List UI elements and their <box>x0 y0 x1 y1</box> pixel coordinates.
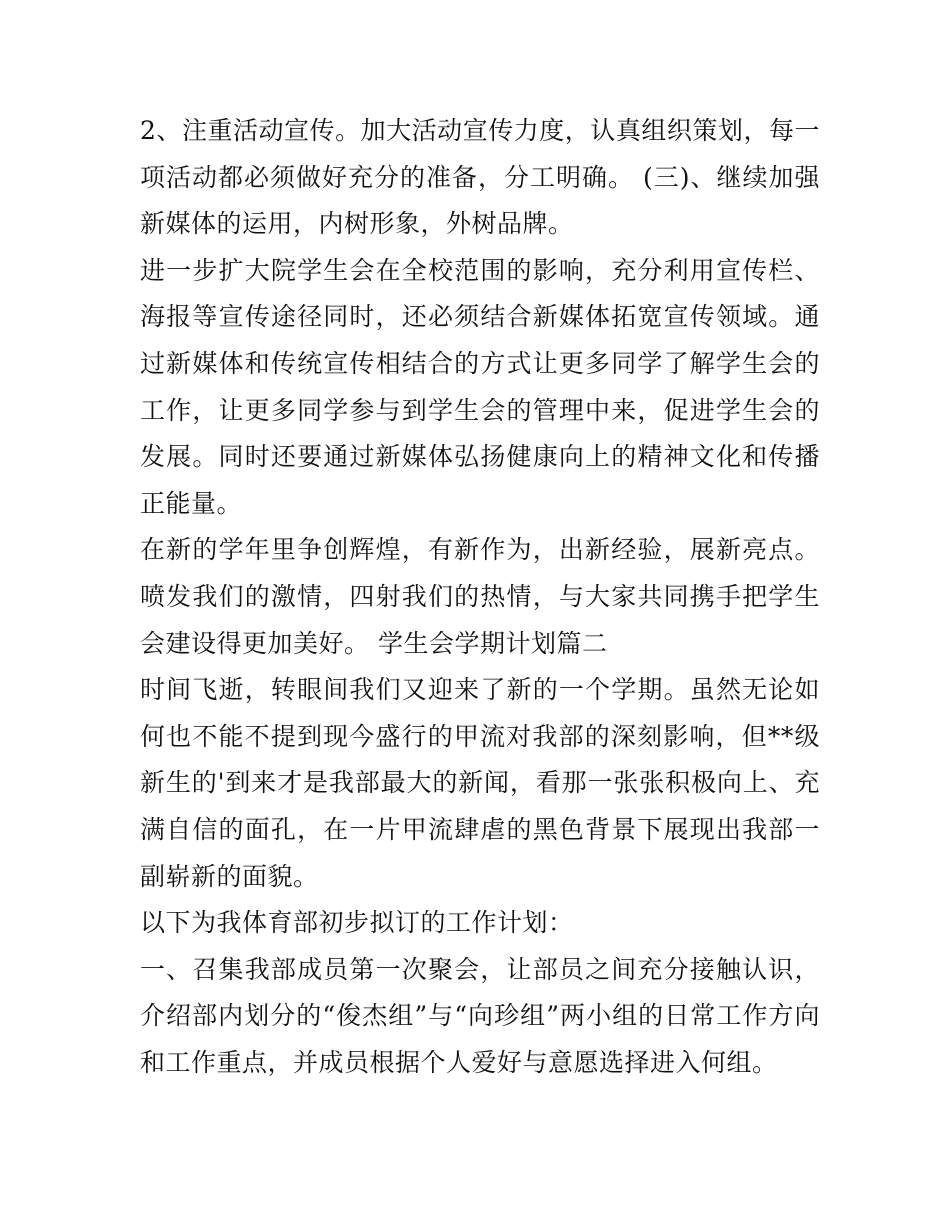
paragraph-new-semester: 时间飞逝，转眼间我们又迎来了新的一个学期。虽然无论如何也不能不提到现今盛行的甲流对我部的深刻影响，但**级新生的'到来才是我部最大的新闻，看那一张张积极向上、充满自信的面孔，在一片甲流肆虐的黑色背景下展现出我部一副崭新的面貌。 <box>140 675 820 891</box>
paragraph-plan-item-1: 一、召集我部成员第一次聚会，让部员之间充分接触认识，介绍部内划分的“俊杰组”与“向珍组”两小组的日常工作方向和工作重点，并成员根据个人爱好与意愿选择进入何组。 <box>140 954 820 1077</box>
document-body <box>140 108 820 1086</box>
paragraph-activity-publicity: 2、注重活动宣传。加大活动宣传力度，认真组织策划，每一项活动都必须做好充分的准备，分工明确。 (三)、继续加强新媒体的运用，内树形象，外树品牌。 <box>140 116 820 239</box>
paragraph-new-year-goals: 在新的学年里争创辉煌，有新作为，出新经验，展新亮点。喷发我们的激情，四射我们的热情，与大家共同携手把学生会建设得更加美好。 学生会学期计划篇二 <box>140 535 820 658</box>
paragraph-plan-intro: 以下为我体育部初步拟订的工作计划： <box>140 908 574 938</box>
paragraph-new-media: 进一步扩大院学生会在全校范围的影响，充分利用宣传栏、海报等宣传途径同时，还必须结合新媒体拓宽宣传领域。通过新媒体和传统宣传相结合的方式让更多同学了解学生会的工作，让更多同学参与到学生会的管理中来，促进学生会的发展。同时还要通过新媒体弘扬健康向上的精神文化和传播正能量。 <box>140 255 820 518</box>
